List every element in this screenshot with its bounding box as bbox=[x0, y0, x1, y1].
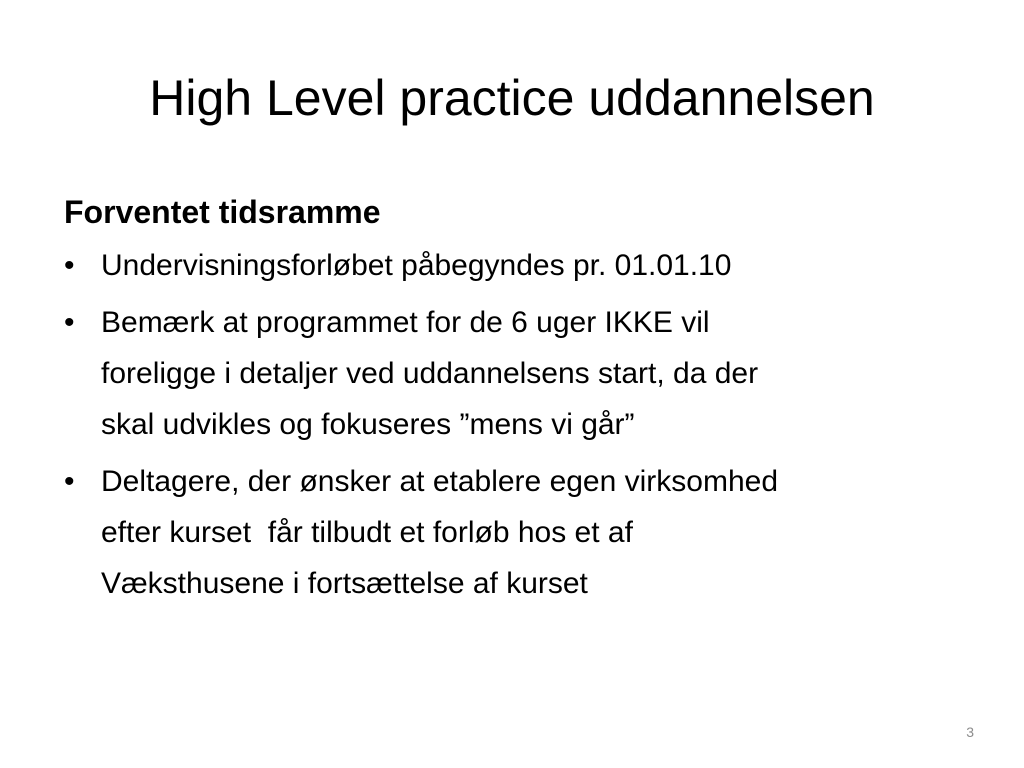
bullet-list bbox=[64, 240, 944, 609]
bullet-text-line: Undervisningsforløbet påbegyndes pr. 01.01.10 bbox=[101, 249, 732, 282]
bullet-icon: • bbox=[64, 465, 75, 498]
bullet-text-line: Bemærk at programmet for de 6 uger IKKE vil bbox=[101, 306, 710, 339]
section-heading: Forventet tidsramme bbox=[64, 194, 381, 230]
bullet-item bbox=[64, 240, 944, 291]
bullet-text-line: efter kurset får tilbudt et forløb hos et af bbox=[101, 516, 633, 549]
bullet-text-line: skal udvikles og fokuseres ”mens vi går” bbox=[101, 408, 635, 441]
bullet-item bbox=[64, 297, 944, 450]
bullet-icon: • bbox=[64, 249, 75, 282]
bullet-text-line: foreligge i detaljer ved uddannelsens start, da der bbox=[101, 357, 759, 390]
bullet-text-line: Deltagere, der ønsker at etablere egen virksomhed bbox=[101, 465, 779, 498]
bullet-item bbox=[64, 456, 944, 609]
bullet-text-line: Væksthusene i fortsættelse af kurset bbox=[101, 567, 588, 600]
page-number: 3 bbox=[966, 724, 974, 740]
slide-content bbox=[64, 188, 944, 615]
bullet-icon: • bbox=[64, 306, 75, 339]
slide-title: High Level practice uddannelsen bbox=[149, 70, 875, 126]
